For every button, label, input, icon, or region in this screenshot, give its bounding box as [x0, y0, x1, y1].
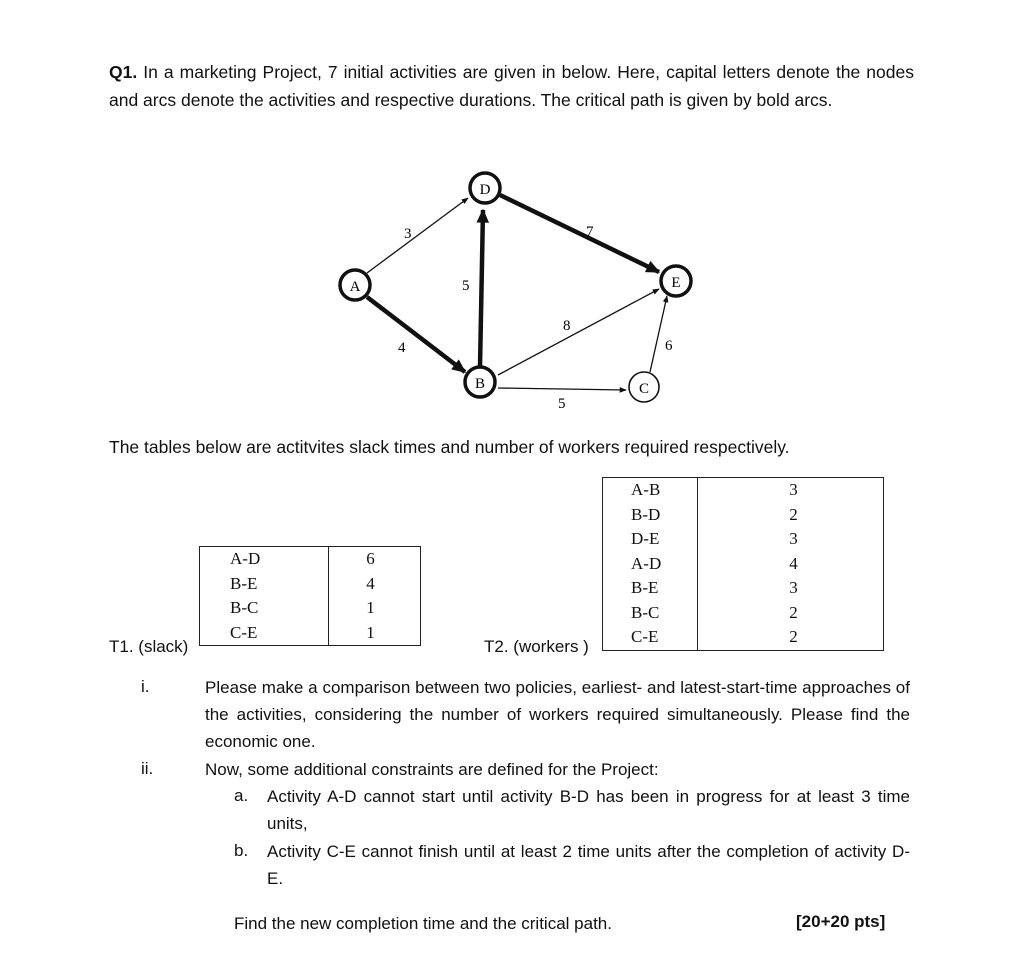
activity-cell: C-E — [631, 627, 659, 646]
node-b-label: B — [474, 376, 486, 392]
tables-intro: The tables below are actitvites slack times and number of workers required respectively. — [109, 437, 790, 457]
arc-d-e — [500, 195, 659, 272]
activity-cell: A-B — [631, 480, 661, 499]
slack-value-cell: 1 — [366, 598, 375, 617]
workers-value-cell: 3 — [789, 480, 798, 499]
slack-table-caption: T1. (slack) — [109, 637, 189, 656]
activity-cell: C-E — [230, 622, 258, 642]
arc-b-e — [498, 289, 659, 375]
node-a — [340, 270, 370, 300]
slack-table-value-column — [329, 547, 421, 646]
points-label: [20+20 pts] — [796, 912, 886, 931]
slack-value-cell: 6 — [366, 549, 375, 568]
question-text: In a marketing Project, 7 initial activities are given in below. Here, capital letters denote the nodes and arcs denote the activities and respective durations. The critical path is given by bold arcs. — [109, 62, 914, 110]
item-i-text: Please make a comparison between two policies, earliest- and latest-start-time approaches of the activities, considering the number of workers required simultaneously. Please find the economic one. — [205, 678, 910, 751]
subitem-b-text: Activity C-E cannot finish until at least 2 time units after the completion of activity D-E. — [267, 842, 910, 888]
arc-label-a-b: 4 — [398, 340, 406, 356]
workers-table-row — [603, 478, 884, 651]
activity-cell: B-E — [230, 573, 258, 593]
workers-value-cell: 4 — [789, 553, 798, 573]
node-b — [465, 367, 495, 397]
subitem-a-text: Activity A-D cannot start until activity B-D has been in progress for at least 3 time units, — [267, 787, 910, 833]
activity-cell: A-D — [631, 553, 662, 573]
node-e — [661, 266, 691, 296]
activity-cell: B-E — [631, 578, 659, 597]
subitem-a-number: a. — [234, 786, 249, 805]
arc-a-b — [367, 297, 465, 372]
workers-table-value-column — [698, 478, 884, 651]
workers-table-activity-column — [603, 478, 698, 651]
arc-label-c-e: 6 — [665, 338, 673, 354]
item-ii-number: ii. — [141, 759, 154, 778]
arc-label-b-d: 5 — [462, 278, 470, 294]
network-diagram — [320, 160, 740, 420]
arc-label-a-d: 3 — [404, 226, 412, 242]
workers-value-cell: 2 — [789, 504, 798, 524]
arc-b-c — [498, 388, 626, 390]
slack-value-cell: 1 — [366, 622, 375, 642]
arc-label-b-e: 8 — [563, 318, 571, 334]
arc-a-d — [367, 198, 468, 273]
node-a-label: A — [349, 279, 361, 295]
question-intro — [109, 58, 914, 114]
slack-table-row — [200, 547, 421, 646]
workers-table — [602, 477, 884, 651]
slack-value-cell: 4 — [366, 573, 375, 593]
node-c-label: C — [638, 381, 650, 397]
node-c — [629, 372, 659, 402]
arc-label-b-c: 5 — [558, 396, 566, 412]
subitem-b-number: b. — [234, 841, 249, 860]
item-i-number: i. — [141, 677, 150, 696]
activity-cell: B-D — [631, 504, 661, 524]
arc-b-d — [480, 210, 483, 367]
node-d-label: D — [479, 182, 491, 198]
activity-cell: D-E — [631, 529, 660, 548]
item-ii-text: Now, some additional constraints are defined for the Project: — [205, 760, 659, 779]
slack-table-activity-column — [200, 547, 329, 646]
workers-value-cell: 2 — [789, 602, 798, 622]
slack-table — [199, 546, 421, 646]
node-e-label: E — [671, 275, 681, 291]
workers-value-cell: 3 — [789, 578, 798, 597]
activity-cell: B-C — [631, 602, 660, 622]
activity-cell: A-D — [230, 549, 261, 568]
arc-c-e — [650, 296, 667, 372]
activity-cell: B-C — [230, 598, 259, 617]
question-label: Q1. — [109, 62, 138, 82]
node-d — [470, 173, 500, 203]
workers-table-caption: T2. (workers ) — [484, 637, 589, 656]
arc-label-d-e: 7 — [586, 224, 594, 240]
workers-value-cell: 2 — [789, 627, 798, 646]
workers-value-cell: 3 — [789, 529, 798, 548]
final-prompt: Find the new completion time and the critical path. — [234, 914, 612, 933]
